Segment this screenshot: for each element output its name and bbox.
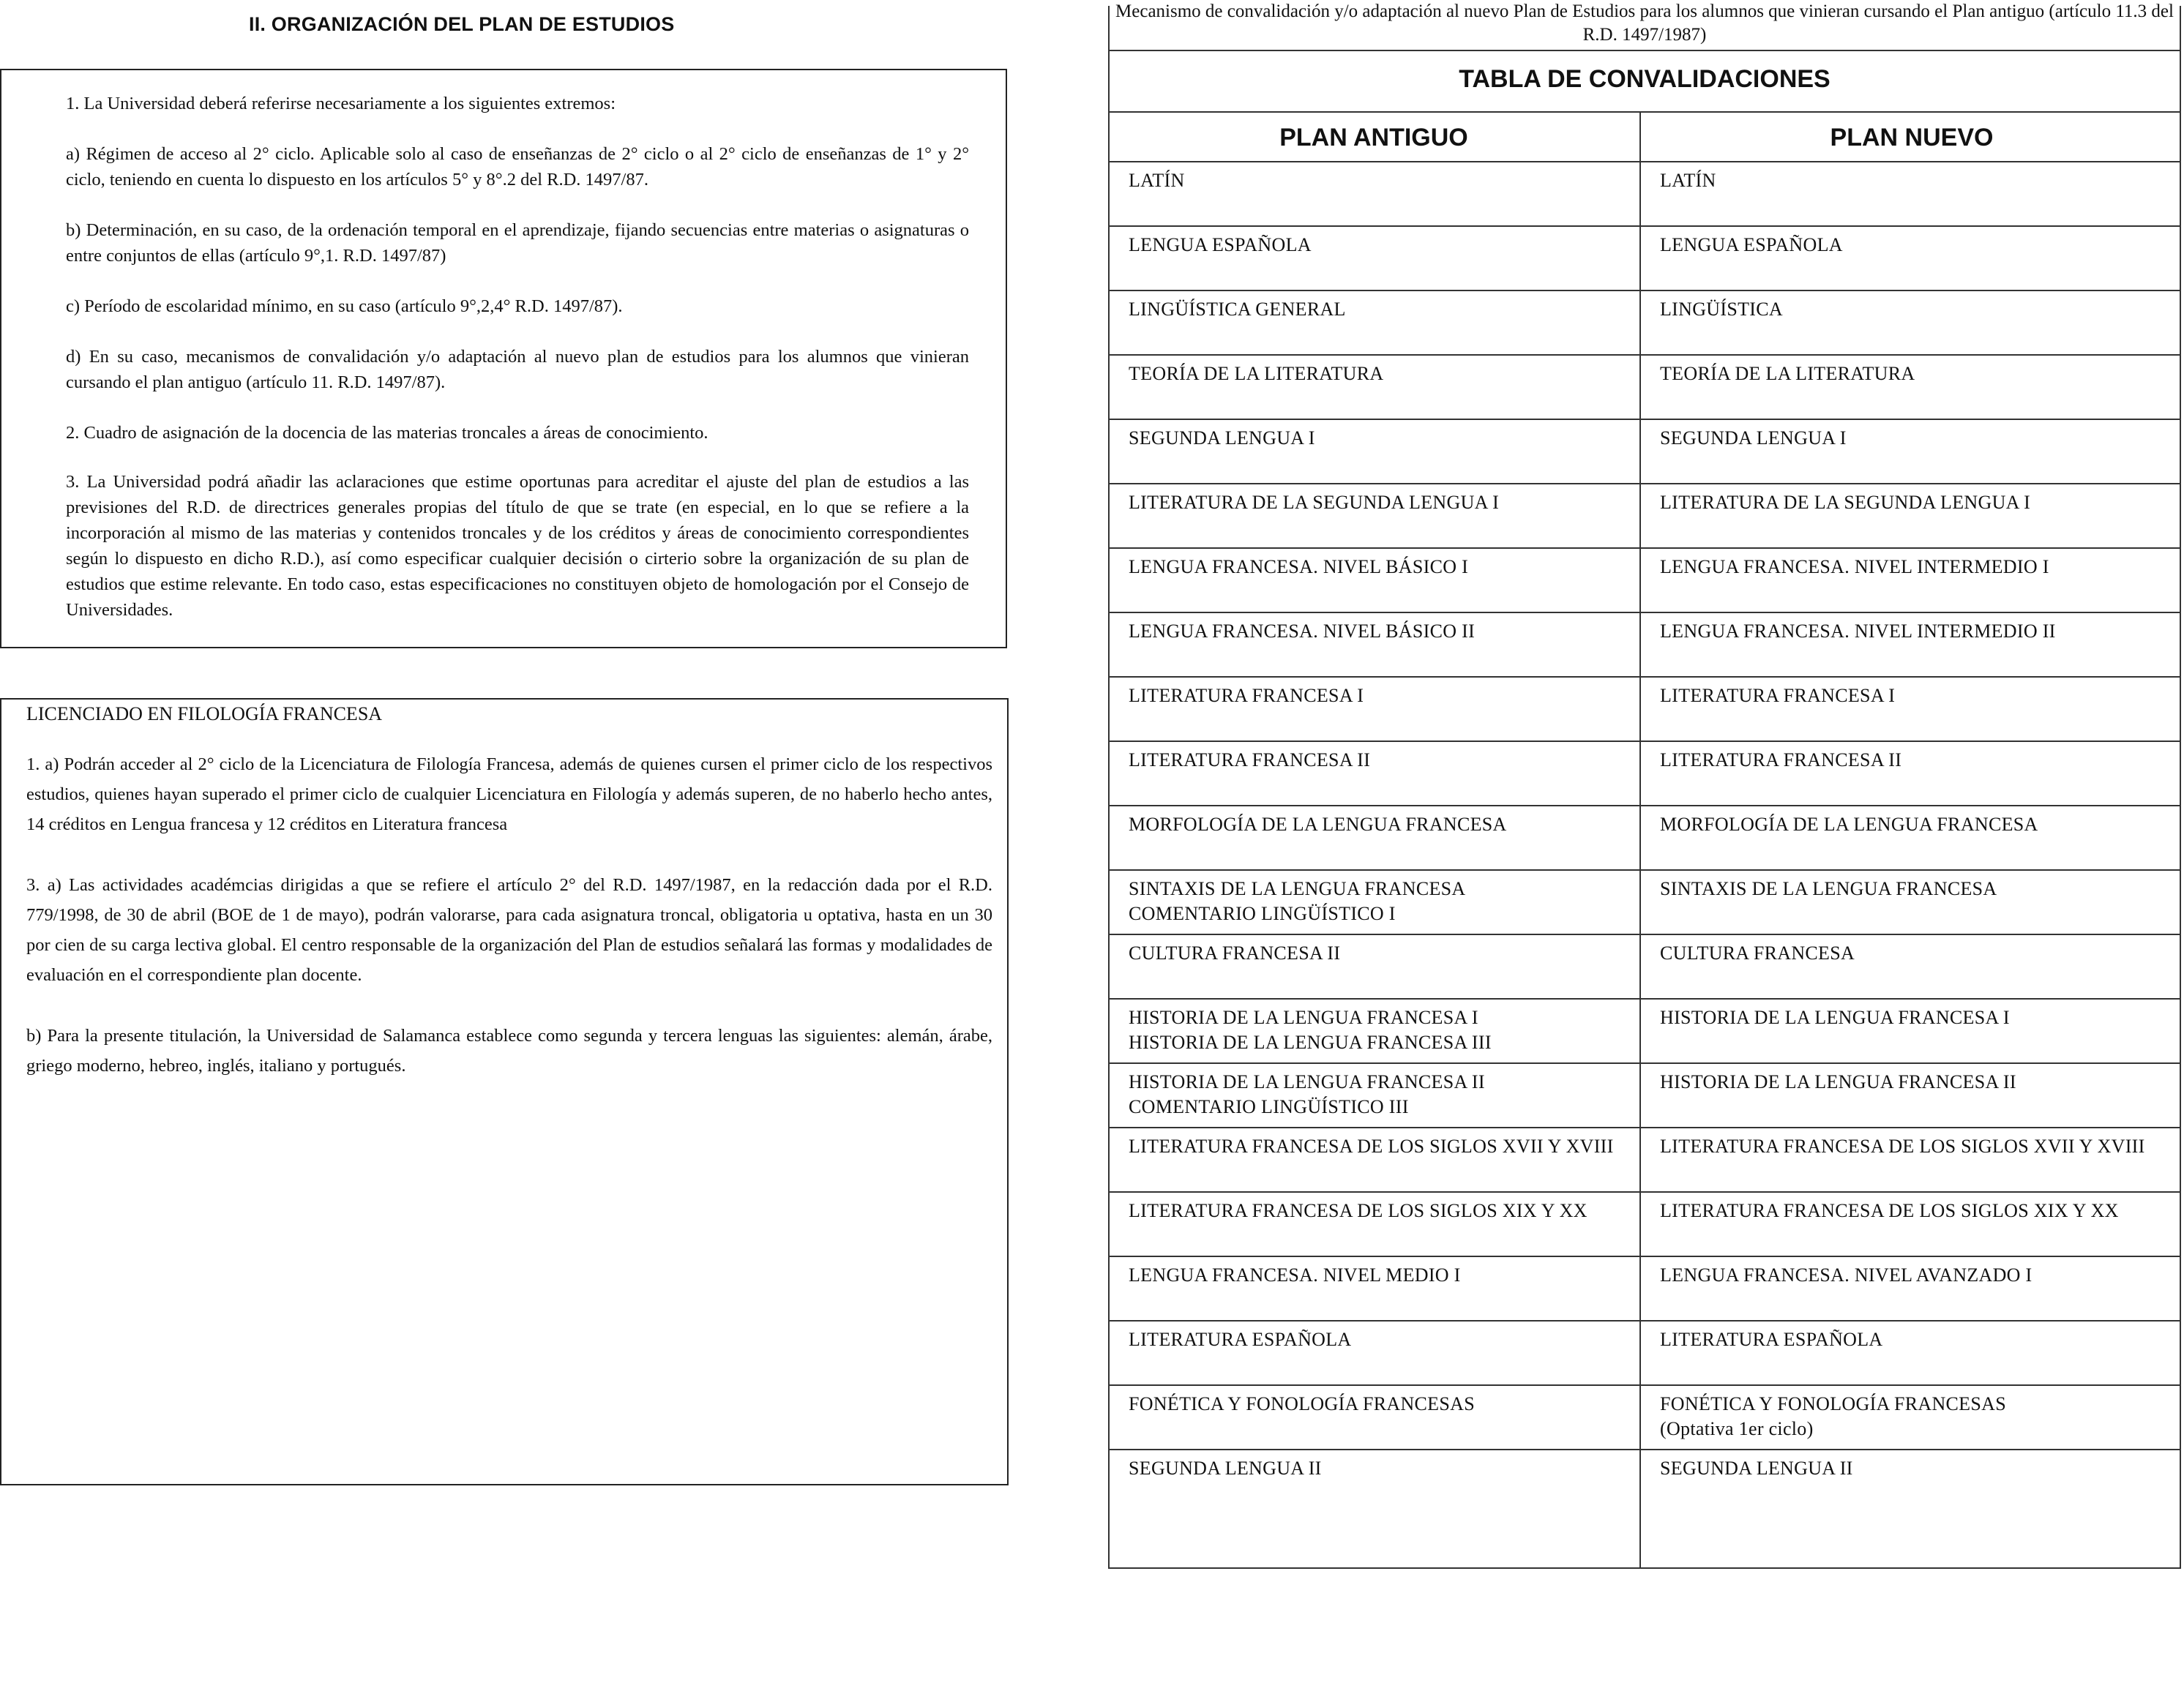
requirement-3: 3. La Universidad podrá añadir las aclaraciones que estime oportunas para acreditar el ajuste del plan de estudios a las previsiones del R.D. de directrices generales propias del título de que se trate (en especial, en lo que se refiere a la incorporación al mismo de las materias y contenidos troncales y de los créditos y áreas de conocimiento correspondientes según lo dispuesto en dicho R.D.), así como especificar cualquier decisión o cirterio sobre la organización de su plan de estudios que estime relevante. En todo caso, estas especificaciones no constituyen objeto de homologación por el Consejo de Universidades. xyxy=(66,472,969,620)
degree-paragraph-3a: 3. a) Las actividades académcias dirigidas a que se refiere el artículo 2° del R.D. 1497/1987, en la redacción dada por el R.D. 779/1998, de 30 de abril (BOE de 1 de mayo), podrán valorarse, para cada asignatura troncal, obligatoria u optativa, hasta en un 30 por cien de su carga lectiva global. El centro responsable de la organización del Plan de estudios señalará las formas y modalidades de evaluación en el correspondiente plan docente. xyxy=(26,875,992,985)
table-row xyxy=(1108,226,2181,290)
new-subject xyxy=(1641,1385,2181,1450)
new-subject: CULTURA FRANCESA xyxy=(1641,934,2181,999)
degree-paragraph-3b: b) Para la presente titulación, la Universidad de Salamanca establece como segunda y tercera lenguas las siguientes: alemán, árabe, griego moderno, hebreo, inglés, italiano y portugués. xyxy=(26,1026,992,1076)
old-subject-line-1: HISTORIA DE LA LENGUA FRANCESA II xyxy=(1129,1071,1485,1092)
new-subject-line-1: FONÉTICA Y FONOLOGÍA FRANCESAS xyxy=(1660,1393,2006,1414)
table-row xyxy=(1108,548,2181,612)
old-subject: LINGÜÍSTICA GENERAL xyxy=(1108,290,1641,355)
old-subject xyxy=(1108,1063,1641,1128)
new-subject: LITERATURA FRANCESA DE LOS SIGLOS XVII Y XVIII xyxy=(1641,1128,2181,1192)
table-row xyxy=(1108,1128,2181,1192)
old-subject: LITERATURA FRANCESA II xyxy=(1108,741,1641,806)
table-row xyxy=(1108,419,2181,484)
old-subject-line-2: COMENTARIO LINGÜÍSTICO III xyxy=(1129,1096,1409,1117)
table-row xyxy=(1108,1256,2181,1321)
old-subject: LENGUA FRANCESA. NIVEL MEDIO I xyxy=(1108,1256,1641,1321)
old-subject: LENGUA FRANCESA. NIVEL BÁSICO I xyxy=(1108,548,1641,612)
table-bottom-border xyxy=(1108,1567,2181,1569)
convalidation-caption: Mecanismo de convalidación y/o adaptación al nuevo Plan de Estudios para los alumnos que vinieran cursando el Plan antiguo (artículo 11.3 del R.D. 1497/1987) xyxy=(1108,0,2181,51)
new-subject: SEGUNDA LENGUA II xyxy=(1641,1450,2181,1514)
old-subject: SEGUNDA LENGUA I xyxy=(1108,419,1641,484)
old-subject: MORFOLOGÍA DE LA LENGUA FRANCESA xyxy=(1108,806,1641,870)
degree-paragraph-1a: 1. a) Podrán acceder al 2° ciclo de la Licenciatura de Filología Francesa, además de quienes cursen el primer ciclo de los respectivos estudios, quienes hayan superado el primer ciclo de cualquier Licenciatura en Filología y además superen, de no haberlo hecho antes, 14 créditos en Lengua francesa y 12 créditos en Literatura francesa xyxy=(26,754,992,834)
old-subject: CULTURA FRANCESA II xyxy=(1108,934,1641,999)
old-subject-line-2: HISTORIA DE LA LENGUA FRANCESA III xyxy=(1129,1032,1492,1053)
column-header-new-plan: PLAN NUEVO xyxy=(1830,124,1994,151)
new-subject: TEORÍA DE LA LITERATURA xyxy=(1641,355,2181,419)
table-row xyxy=(1108,806,2181,870)
table-row xyxy=(1108,290,2181,355)
requirement-c: c) Período de escolaridad mínimo, en su caso (artículo 9°,2,4° R.D. 1497/87). xyxy=(66,296,623,316)
new-subject-note: (Optativa 1er ciclo) xyxy=(1660,1418,1814,1439)
requirement-a: a) Régimen de acceso al 2° ciclo. Aplicable solo al caso de enseñanzas de 2° ciclo o al 2° ciclo de enseñanzas de 1° y 2° ciclo, teniendo en cuenta lo dispuesto en los artículos 5° y 8°.2 del R.D. 1497/87. xyxy=(66,144,969,190)
table-row xyxy=(1108,1063,2181,1128)
table-row xyxy=(1108,355,2181,419)
old-subject xyxy=(1108,999,1641,1063)
new-subject: LENGUA FRANCESA. NIVEL INTERMEDIO I xyxy=(1641,548,2181,612)
old-subject xyxy=(1108,870,1641,934)
convalidation-table xyxy=(1108,161,2181,1514)
section-heading: II. ORGANIZACIÓN DEL PLAN DE ESTUDIOS xyxy=(249,13,675,35)
old-subject: LATÍN xyxy=(1108,162,1641,226)
column-header-old-plan: PLAN ANTIGUO xyxy=(1279,124,1468,151)
new-subject: LINGÜÍSTICA xyxy=(1641,290,2181,355)
table-row xyxy=(1108,999,2181,1063)
old-subject: FONÉTICA Y FONOLOGÍA FRANCESAS xyxy=(1108,1385,1641,1450)
old-subject: LENGUA FRANCESA. NIVEL BÁSICO II xyxy=(1108,612,1641,677)
requirement-b: b) Determinación, en su caso, de la ordenación temporal en el aprendizaje, fijando secuencias entre materias o asignaturas o entre conjuntos de ellas (artículo 9°,1. R.D. 1497/87) xyxy=(66,220,969,266)
old-subject: SEGUNDA LENGUA II xyxy=(1108,1450,1641,1514)
table-row xyxy=(1108,612,2181,677)
old-subject: LITERATURA ESPAÑOLA xyxy=(1108,1321,1641,1385)
old-subject: LITERATURA FRANCESA DE LOS SIGLOS XIX Y XX xyxy=(1108,1192,1641,1256)
table-row xyxy=(1108,1385,2181,1450)
table-row xyxy=(1108,1192,2181,1256)
table-row xyxy=(1108,484,2181,548)
table-row xyxy=(1108,1450,2181,1514)
old-subject: LITERATURA DE LA SEGUNDA LENGUA I xyxy=(1108,484,1641,548)
new-subject: HISTORIA DE LA LENGUA FRANCESA I xyxy=(1641,999,2181,1063)
table-row xyxy=(1108,741,2181,806)
degree-box xyxy=(0,698,1009,1485)
table-row xyxy=(1108,162,2181,226)
old-subject: TEORÍA DE LA LITERATURA xyxy=(1108,355,1641,419)
table-title: TABLA DE CONVALIDACIONES xyxy=(1108,51,2181,113)
table-row xyxy=(1108,870,2181,934)
degree-title: LICENCIADO EN FILOLOGÍA FRANCESA xyxy=(26,703,383,724)
requirements-intro: 1. La Universidad deberá referirse necesariamente a los siguientes extremos: xyxy=(66,94,616,113)
old-subject-line-1: SINTAXIS DE LA LENGUA FRANCESA xyxy=(1129,878,1466,899)
new-subject: LENGUA FRANCESA. NIVEL INTERMEDIO II xyxy=(1641,612,2181,677)
new-subject: SEGUNDA LENGUA I xyxy=(1641,419,2181,484)
old-subject: LITERATURA FRANCESA I xyxy=(1108,677,1641,741)
new-subject: LITERATURA FRANCESA DE LOS SIGLOS XIX Y XX xyxy=(1641,1192,2181,1256)
requirement-d: d) En su caso, mecanismos de convalidación y/o adaptación al nuevo plan de estudios para los alumnos que vinieran cursando el plan antiguo (artículo 11. R.D. 1497/87). xyxy=(66,347,969,392)
old-subject-line-2: COMENTARIO LINGÜÍSTICO I xyxy=(1129,903,1396,924)
new-subject: LITERATURA ESPAÑOLA xyxy=(1641,1321,2181,1385)
old-subject: LENGUA ESPAÑOLA xyxy=(1108,226,1641,290)
table-row xyxy=(1108,934,2181,999)
new-subject: SINTAXIS DE LA LENGUA FRANCESA xyxy=(1641,870,2181,934)
new-subject: MORFOLOGÍA DE LA LENGUA FRANCESA xyxy=(1641,806,2181,870)
table-row xyxy=(1108,1321,2181,1385)
new-subject: LENGUA ESPAÑOLA xyxy=(1641,226,2181,290)
old-subject: LITERATURA FRANCESA DE LOS SIGLOS XVII Y XVIII xyxy=(1108,1128,1641,1192)
new-subject: LITERATURA DE LA SEGUNDA LENGUA I xyxy=(1641,484,2181,548)
new-subject: LENGUA FRANCESA. NIVEL AVANZADO I xyxy=(1641,1256,2181,1321)
new-subject: LATÍN xyxy=(1641,162,2181,226)
old-subject-line-1: HISTORIA DE LA LENGUA FRANCESA I xyxy=(1129,1007,1478,1028)
requirement-2: 2. Cuadro de asignación de la docencia de las materias troncales a áreas de conocimiento. xyxy=(66,423,708,443)
new-subject: HISTORIA DE LA LENGUA FRANCESA II xyxy=(1641,1063,2181,1128)
new-subject: LITERATURA FRANCESA II xyxy=(1641,741,2181,806)
table-row xyxy=(1108,677,2181,741)
requirements-box xyxy=(0,69,1007,648)
new-subject: LITERATURA FRANCESA I xyxy=(1641,677,2181,741)
